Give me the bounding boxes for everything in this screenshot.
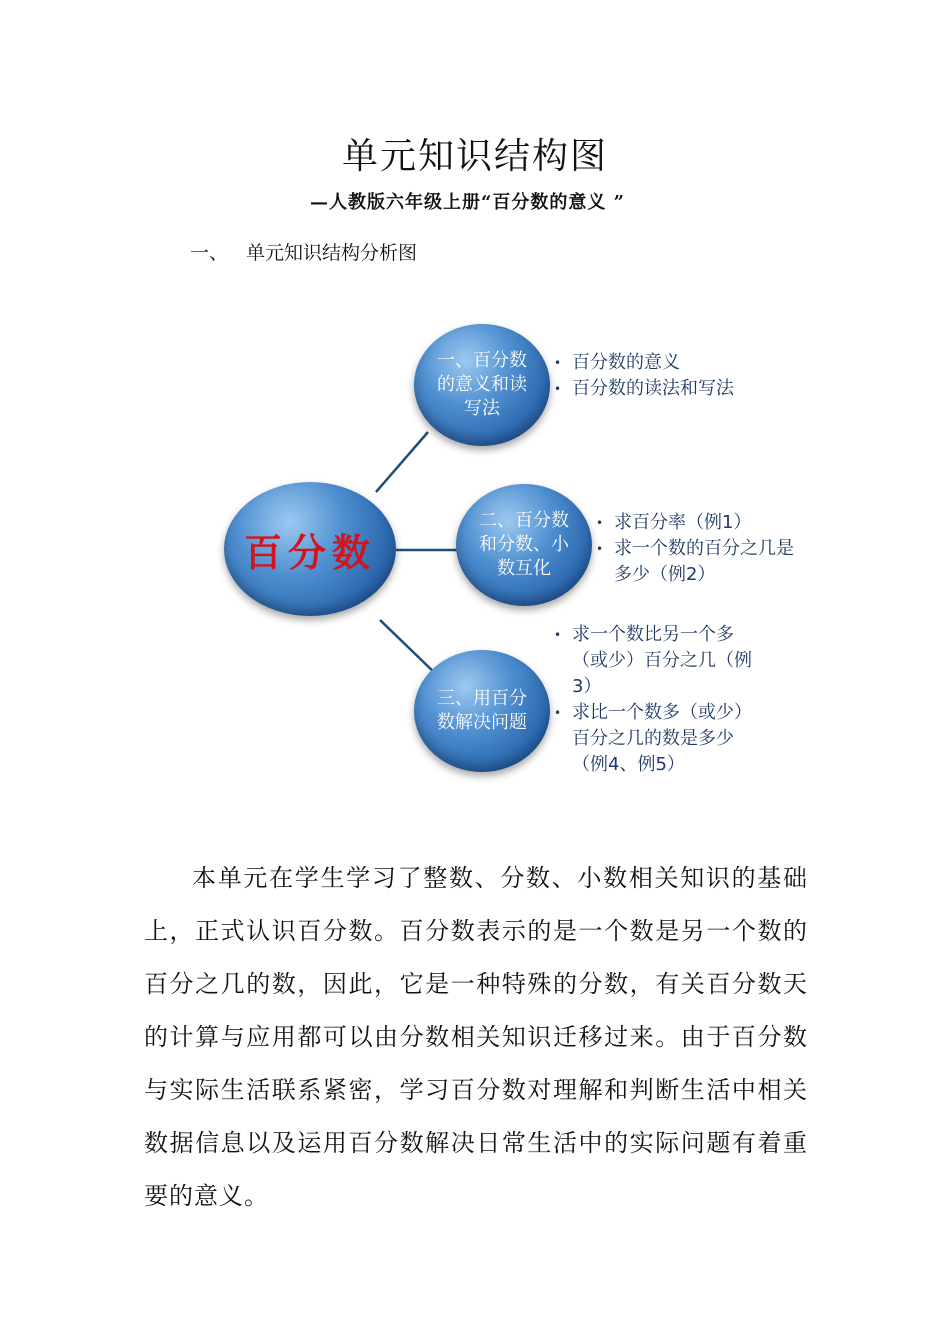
branch-node-2-label: 二、百分数和分数、小数互化 [479, 510, 569, 579]
page-subtitle: —人教版六年级上册“百分数的意义 ” [310, 192, 625, 213]
branch-1-items [554, 350, 744, 402]
branch-3-items [554, 622, 764, 778]
section-number: 一、 [190, 242, 229, 264]
branch-node-1 [414, 324, 550, 446]
section-heading-text: 单元知识结构分析图 [246, 242, 418, 264]
branch-2-items [596, 510, 796, 588]
branch-2-item-2: • 求一个数的百分之几是多少（例2） [596, 536, 796, 588]
branch-node-2 [456, 484, 592, 606]
center-node-label: 百分数 [243, 530, 376, 575]
knowledge-structure-diagram [210, 310, 830, 790]
branch-node-3-label: 三、用百分数解决问题 [437, 688, 527, 733]
branch-2-item-1: • 求百分率（例1） [596, 510, 796, 536]
branch-node-1-label: 一、百分数的意义和读写法 [437, 350, 527, 419]
body-paragraph: 本单元在学生学习了整数、分数、小数相关知识的基础上，正式认识百分数。百分数表示的是一个数是另一个数的百分之几的数，因此，它是一种特殊的分数，有关百分数天的计算与应用都可以由分数相关知识迁移过来。由于百分数与实际生活联系紧密，学习百分数对理解和判断生活中相关数据信息以及运用百分数解决日常生活中的实际问题有着重要的意义。 [144, 864, 808, 1210]
branch-3-item-1: • 求一个数比另一个多（或少）百分之几（例3） [554, 622, 764, 700]
page-title: 单元知识结构图 [341, 136, 608, 177]
connector-line-3 [380, 620, 438, 676]
section-heading [190, 238, 417, 265]
center-node [224, 482, 396, 616]
branch-3-item-2: • 求比一个数多（或少）百分之几的数是多少（例4、例5） [554, 700, 764, 778]
branch-1-item-2: • 百分数的读法和写法 [554, 376, 744, 402]
branch-node-3 [414, 650, 550, 772]
connector-line-1 [376, 432, 428, 492]
branch-1-item-1: • 百分数的意义 [554, 350, 744, 376]
